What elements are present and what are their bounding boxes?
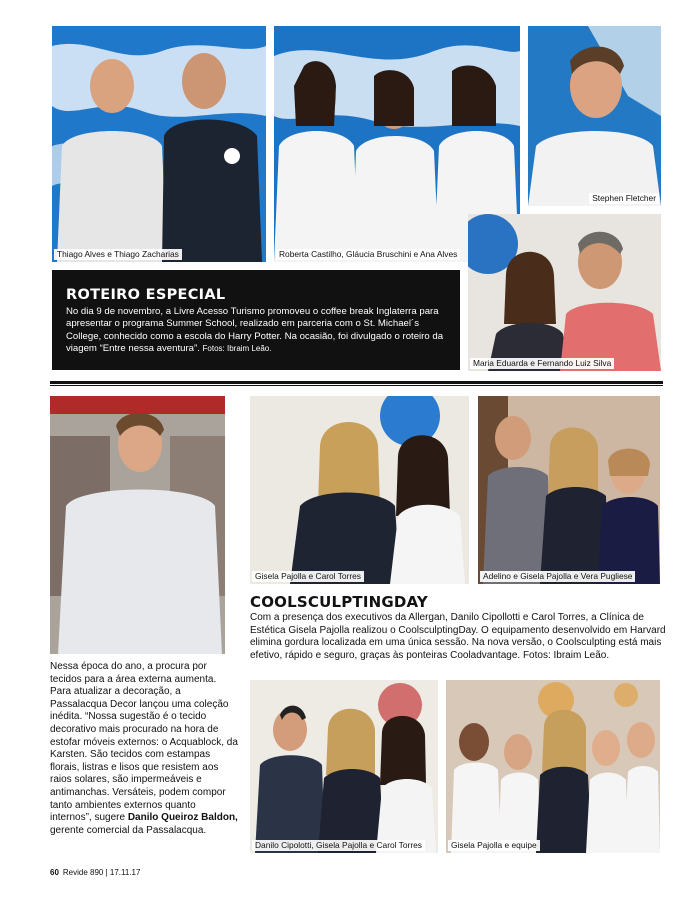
photo-caption: Thiago Alves e Thiago Zacharias <box>54 249 182 260</box>
coolsculpting-title: COOLSCULPTINGDAY <box>250 593 428 611</box>
passalacqua-tail: gerente comercial da Passalacqua. <box>50 824 207 836</box>
roteiro-box <box>52 270 460 370</box>
roteiro-title: ROTEIRO ESPECIAL <box>66 287 226 303</box>
photo-adelino <box>478 396 660 584</box>
photo-caption: Gisela Pajolla e equipe <box>448 840 540 851</box>
photo-danilo-cipolotti <box>250 680 438 853</box>
photo-caption: Stephen Fletcher <box>589 193 659 204</box>
photo-caption: Gisela Pajolla e Carol Torres <box>252 571 364 582</box>
photo-scene <box>478 396 660 584</box>
photo-caption: Roberta Castilho, Gláucia Bruschini e Ana Alves <box>276 249 460 260</box>
photo-caption: Danilo Cipolotti, Gisela Pajolla e Carol Torres <box>252 840 425 851</box>
photo-gisela-equipe <box>446 680 660 853</box>
photo-scene <box>50 396 225 654</box>
passalacqua-body <box>50 661 240 837</box>
passalacqua-text: Nessa época do ano, a procura por tecidos para a área externa aumenta. Para atualizar a decoração, a Passalacqua Decor lançou uma coleção inédita. “Nossa sugestão é o tecido decorativo mais procurado na hora de estofar móveis externos: o Acquablock, da Karsten. São tecidos com estampas florais, listras e lisos que resistem aos raios solares, são impermeáveis e antimanchas. Versáteis, podem compor tanto ambientes externos quanto internos”, sugere <box>50 661 238 824</box>
photo-scene <box>52 26 266 262</box>
roteiro-body <box>66 306 452 356</box>
photo-caption: Maria Eduarda e Fernando Luiz Silva <box>470 358 614 369</box>
roteiro-credit: Fotos: Ibraim Leão. <box>202 344 272 354</box>
section-divider-thin <box>50 385 663 386</box>
photo-scene <box>446 680 660 853</box>
section-divider <box>50 381 663 384</box>
photo-scene <box>250 680 438 853</box>
photo-stephen <box>528 26 661 206</box>
page-folio <box>50 868 140 877</box>
photo-gisela-carol <box>250 396 469 584</box>
issue-info: Revide 890 | 17.11.17 <box>62 868 141 877</box>
page-number: 60 <box>50 868 59 877</box>
coolsculpting-body: Com a presença dos executivos da Allergan, Danilo Cipollotti e Carol Torres, a Clínica de Estética Gisela Pajolla realizou o CoolsculptingDay. O equipamento desenvolvido em Harvard elimina gordura localizada em uma única sessão. Na nova versão, o Coolsculpting está mais efetivo, rápido e seguro, graças às ponteiras Cooladvantage. Fotos: Ibraim Leão. <box>250 612 666 661</box>
photo-thiago <box>52 26 266 262</box>
photo-scene <box>250 396 469 584</box>
photo-caption: Adelino e Gisela Pajolla e Vera Pugliese <box>480 571 635 582</box>
photo-maria <box>468 214 661 371</box>
passalacqua-name: Danilo Queiroz Baldon, <box>127 812 238 824</box>
roteiro-text: No dia 9 de novembro, a Livre Acesso Turismo promoveu o coffee break Inglaterra para apresentar o programa Summer School, realizado em parceria com o St. Michael´s College, conhecido como a escola do Harry Potter. Na ocasião, foi divulgado o roteiro da viagem “Entre nessa aventura”. <box>66 306 444 355</box>
photo-scene <box>528 26 661 206</box>
photo-scene <box>468 214 661 371</box>
photo-danilo-baldon <box>50 396 225 654</box>
